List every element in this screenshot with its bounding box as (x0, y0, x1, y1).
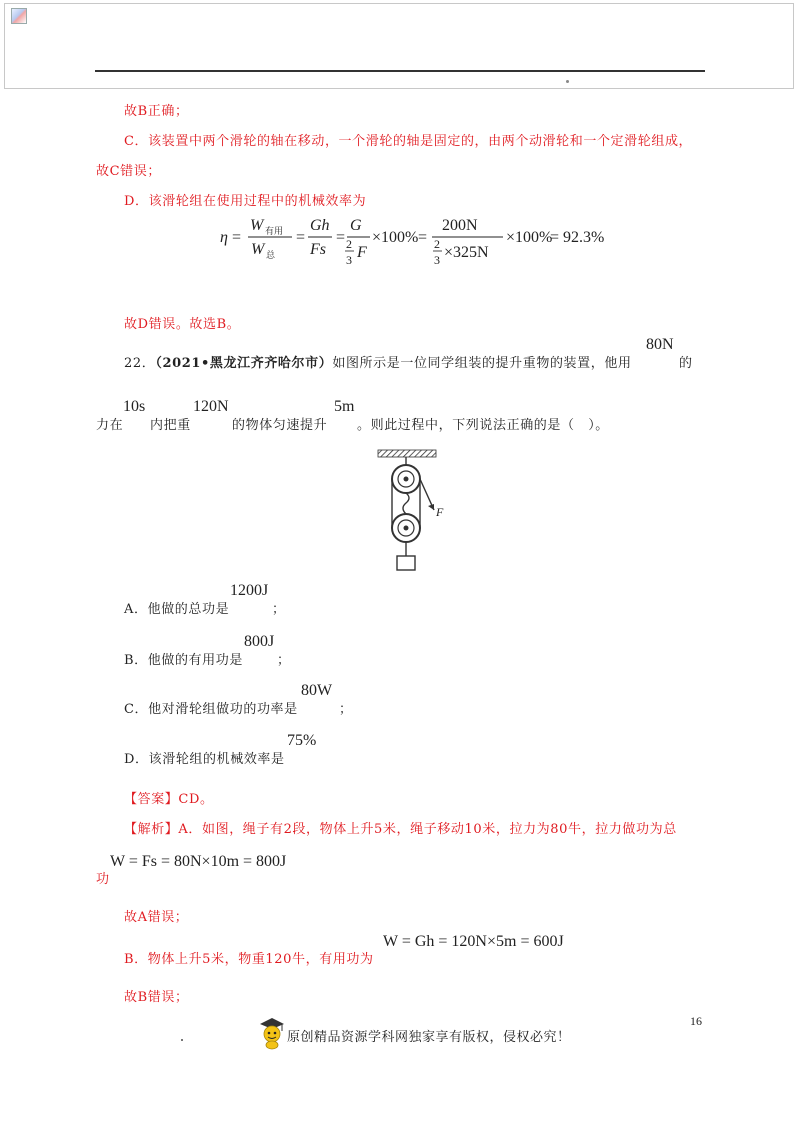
svg-text:=: = (418, 229, 428, 246)
w-useful-sub: 有用 (265, 226, 284, 236)
svg-text:Gh: Gh (310, 217, 330, 234)
num-200n: 200N (442, 217, 478, 234)
svg-text:G: G (350, 217, 362, 234)
broken-image-icon (11, 8, 27, 24)
text-option-c-analysis: C．该装置中两个滑轮的轴在移动，一个滑轮的轴是固定的，由两个动滑轮和一个定滑轮组成， (124, 134, 693, 149)
question-text-b: 的 (679, 356, 693, 371)
question-text-e: 的物体匀速提升 (232, 418, 328, 433)
pct-2: ×100% (506, 229, 553, 246)
eta-symbol: η (220, 229, 228, 246)
analysis-line2: 功 (96, 872, 110, 887)
question-22-line1 (124, 352, 632, 371)
option-a-semicolon: ； (272, 602, 286, 617)
question-text-c: 力在 (96, 418, 124, 433)
question-text-f: 。则此过程中，下列说法正确的是（ ）。 (357, 418, 609, 433)
option-a: A．他做的总功是 (124, 602, 230, 617)
value-option-c: 80W (301, 682, 333, 699)
svg-text:W: W (251, 241, 265, 258)
question-text-d: 内把重 (150, 418, 191, 433)
mascot-logo-icon (257, 1016, 287, 1050)
svg-text:2: 2 (346, 237, 352, 251)
svg-text:3: 3 (434, 253, 440, 267)
svg-text:=: = (232, 229, 242, 246)
svg-text:W: W (250, 217, 264, 234)
question-number: 22． (124, 356, 156, 371)
header-rule (95, 70, 705, 72)
page-header (4, 3, 794, 89)
value-option-d: 75% (287, 732, 317, 749)
question-source: （2021•黑龙江齐齐哈尔市） (155, 356, 333, 371)
question-text-a: 如图所示是一位同学组装的提升重物的装置，他用 (332, 356, 632, 371)
result-923: = 92.3% (550, 229, 605, 246)
text-c-wrong: 故C错误； (96, 164, 161, 179)
force-label: F (436, 505, 444, 519)
footer-dot (181, 1039, 183, 1041)
option-d: D．该滑轮组的机械效率是 (124, 752, 285, 767)
header-dot (566, 80, 569, 83)
value-force: 80N (646, 336, 674, 353)
value-time: 10s (123, 398, 146, 415)
option-c: C．他对滑轮组做功的功率是 (124, 702, 298, 717)
svg-text:=: = (296, 229, 306, 246)
pct-1: ×100% (372, 229, 419, 246)
analysis-a-wrong: 故A错误； (124, 910, 189, 925)
value-option-b: 800J (244, 633, 275, 650)
copyright-notice: 原创精品资源学科网独家享有版权，侵权必究！ (287, 1030, 571, 1045)
analysis-line1: 【解析】A．如图，绳子有2段，物体上升5米，绳子移动10米，拉力为80牛，拉力做功为总 (124, 822, 677, 837)
svg-text:2: 2 (434, 237, 440, 251)
answer-line: 【答案】CD。 (124, 792, 214, 807)
den-325n: ×325N (444, 244, 489, 261)
formula-total-work: W = Fs = 80N×10m = 800J (110, 853, 287, 870)
value-height: 5m (334, 398, 355, 415)
option-b-semicolon: ； (277, 653, 291, 668)
analysis-b-line: B．物体上升5米，物重120牛，有用功为 (124, 952, 374, 967)
option-c-semicolon: ； (339, 702, 353, 717)
svg-text:F: F (357, 244, 367, 261)
page-number: 16 (690, 1014, 702, 1028)
text-b-correct: 故B正确； (124, 104, 189, 119)
analysis-b-wrong: 故B错误； (124, 990, 189, 1005)
pulley-system-figure (372, 448, 462, 573)
formula-useful-work: W = Gh = 120N×5m = 600J (383, 933, 564, 950)
w-total-sub: 总 (266, 250, 276, 260)
svg-text:=: = (336, 229, 346, 246)
svg-text:Fs: Fs (310, 241, 326, 258)
value-weight: 120N (193, 398, 229, 415)
efficiency-formula (220, 212, 620, 282)
option-b: B．他做的有用功是 (124, 653, 243, 668)
value-option-a: 1200J (230, 582, 269, 599)
svg-text:3: 3 (346, 253, 352, 267)
text-d-wrong: 故D错误。故选B。 (124, 317, 241, 332)
text-option-d-analysis: D．该滑轮组在使用过程中的机械效率为 (124, 194, 367, 209)
